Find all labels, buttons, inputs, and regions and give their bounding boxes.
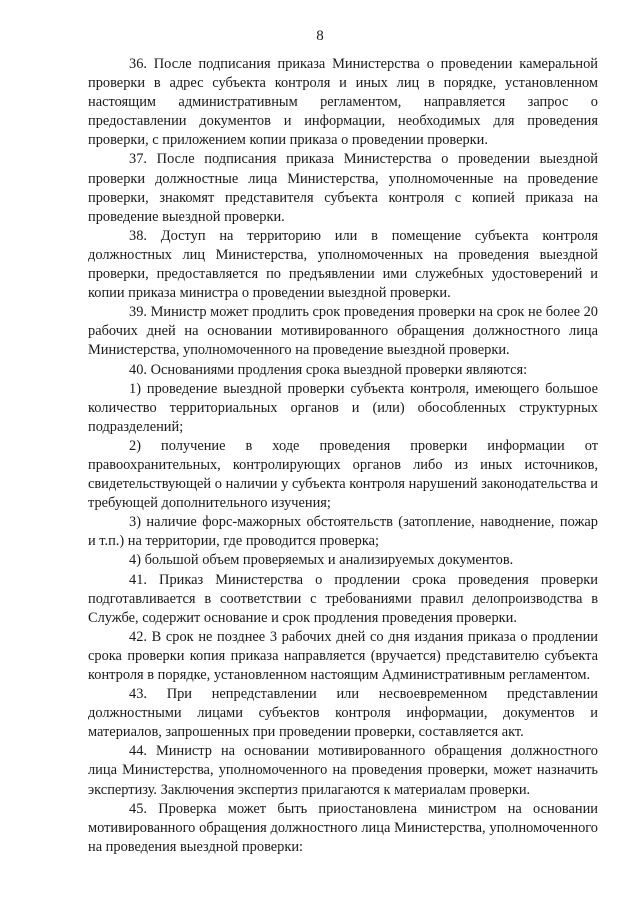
paragraph-36: 36. После подписания приказа Министерства о проведении камеральной проверки в адрес субъекта контроля и иных лиц в порядке, установленном настоящим административным регламентом, направляется запрос о предоставлении документов и информации, необходимых для проведения проверки, с приложением копии приказа о проведении проверки.	[88, 56, 598, 149]
list-item-1: 1) проведение выездной проверки субъекта контроля, имеющего большое количество территориальных органов и (или) обособленных структурных подразделений;	[88, 380, 598, 435]
document-body	[88, 55, 598, 857]
paragraph-41: 41. Приказ Министерства о продлении срока проведения проверки подготавливается в соответствии с требованиями правил делопроизводства в Службе, содержит основание и срок продления проведения проверки.	[88, 571, 598, 626]
page-number: 8	[316, 28, 324, 44]
paragraph-37: 37. После подписания приказа Министерства о проведении выездной проверки должностные лица Министерства, уполномоченные на проведение проверки, знакомят представителя субъекта контроля с копией приказа на проведение выездной проверки.	[88, 151, 598, 225]
paragraph-40: 40. Основаниями продления срока выездной проверки являются:	[129, 361, 528, 378]
list-item-2: 2) получение в ходе проведения проверки информации от правоохранительных, контролирующих органов либо из иных источников, свидетельствующей о наличии у субъекта контроля нарушений законодательства и требующей дополнительного изучения;	[88, 437, 598, 512]
paragraph-42: 42. В срок не позднее 3 рабочих дней со дня издания приказа о продлении срока проверки копия приказа направляется (вручается) представителю субъекта контроля в порядке, установленном настоящим Административным регламентом.	[88, 628, 598, 683]
list-item-4: 4) большой объем проверяемых и анализируемых документов.	[129, 552, 514, 569]
paragraph-38: 38. Доступ на территорию или в помещение субъекта контроля должностных лиц Министерства, уполномоченных на проведения выездной проверки, предоставляется по предъявлении ими служебных удостоверений и копии приказа министра о проведении выездной проверки.	[88, 227, 598, 302]
paragraph-44: 44. Министр на основании мотивированного обращения должностного лица Министерства, уполномоченного на проведения проверки, может назначить экспертизу. Заключения экспертиз прилагаются к материалам проверки.	[88, 743, 598, 798]
paragraph-43: 43. При непредставлении или несвоевременном представлении должностными лицами субъектов контроля информации, документов и материалов, запрошенных при проведении проверки, составляется акт.	[88, 686, 598, 741]
paragraph-45: 45. Проверка может быть приостановлена министром на основании мотивированного обращения должностного лица Министерства, уполномоченного на проведения выездной проверки:	[88, 800, 598, 855]
list-item-3: 3) наличие форс-мажорных обстоятельств (затопление, наводнение, пожар и т.п.) на территории, где проводится проверка;	[88, 514, 598, 550]
paragraph-39: 39. Министр может продлить срок проведения проверки на срок не более 20 рабочих дней на основании мотивированного обращения должностного лица Министерства, уполномоченного на проведение выездной проверки.	[88, 304, 598, 359]
